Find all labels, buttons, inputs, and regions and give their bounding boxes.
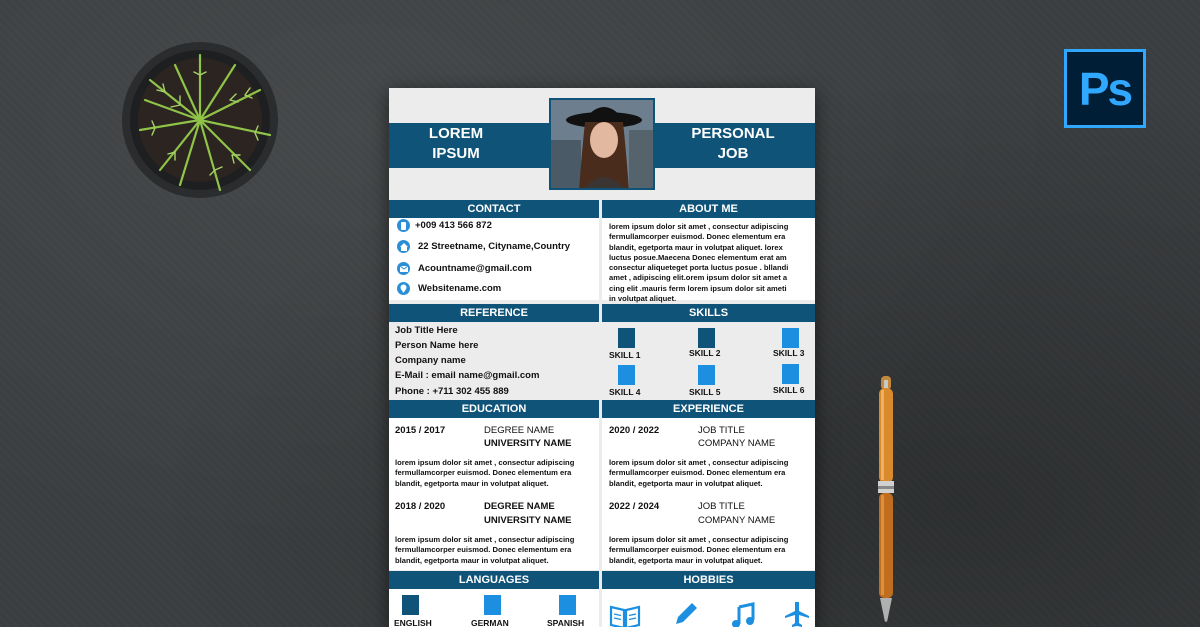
profile-photo: [549, 98, 655, 190]
skill-2-label: SKILL 2: [689, 348, 721, 358]
skill-4-marker: [618, 365, 635, 385]
skill-6-marker: [782, 364, 799, 384]
logo-text: Ps: [1078, 62, 1132, 115]
language-german-label: GERMAN: [471, 618, 509, 627]
edu-1-degree: DEGREE NAME: [484, 425, 555, 436]
skill-3-label: SKILL 3: [773, 348, 805, 358]
skill-1-label: SKILL 1: [609, 350, 641, 360]
experience-heading: EXPERIENCE: [602, 400, 815, 418]
name-line-2: IPSUM: [432, 145, 480, 162]
pen-image: [870, 376, 902, 626]
book-icon: [609, 604, 641, 627]
reference-company: Company name: [395, 355, 466, 366]
skill-4-label: SKILL 4: [609, 387, 641, 397]
contact-website: Websitename.com: [418, 283, 502, 294]
edu-1-school: UNIVERSITY NAME: [484, 438, 572, 449]
name-line-1: LOREM: [428, 125, 484, 142]
location-icon: [397, 282, 410, 295]
edu-1-years: 2015 / 2017: [395, 425, 446, 436]
reference-job: Job Title Here: [395, 325, 458, 336]
language-english-marker: [402, 595, 419, 615]
reference-heading: REFERENCE: [389, 304, 599, 322]
exp-2-years: 2022 / 2024: [609, 501, 660, 512]
skill-5-label: SKILL 5: [689, 387, 721, 397]
language-spanish-label: SPANISH: [547, 618, 585, 627]
job-title: [668, 124, 798, 164]
job-line-2: JOB: [717, 145, 749, 162]
about-heading: ABOUT ME: [602, 200, 815, 218]
reference-person: Person Name here: [395, 340, 479, 351]
language-spanish-marker: [559, 595, 576, 615]
pencil-icon: [672, 600, 700, 627]
potted-plant-image: [120, 40, 280, 200]
education-heading: EDUCATION: [389, 400, 599, 418]
email-icon: [397, 262, 410, 275]
language-german-marker: [484, 595, 501, 615]
name-title: [391, 124, 521, 164]
reference-email: E-Mail : email name@gmail.com: [395, 370, 540, 381]
skill-3-marker: [782, 328, 799, 348]
home-icon: [397, 240, 410, 253]
skill-5-marker: [698, 365, 715, 385]
hobbies-heading: HOBBIES: [602, 571, 815, 589]
language-english-label: ENGLISH: [394, 618, 432, 627]
airplane-icon: [783, 600, 811, 627]
contact-phone: +009 413 566 872: [415, 220, 492, 231]
skill-6-label: SKILL 6: [773, 385, 805, 395]
job-line-1: PERSONAL: [691, 125, 775, 142]
exp-2-title: JOB TITLE: [698, 501, 745, 512]
phone-icon: [397, 219, 410, 232]
about-text: lorem ipsum dolor sit amet , consectur adipiscing fermullamcorper euismod. Donec elementum era blandit, egetporta maur in volutpat aliquet. lorex luctus posue.Maecena Donec elementum erat am consectur aliqueteget porta luctus posue . bllandi amet , adipiscing elit.orem ipsum dolor sit amet a cing elit .mauris ferm lorem ipsum dolor sit ameti in volutpat aliquet.: [609, 222, 789, 304]
edu-2-school: UNIVERSITY NAME: [484, 515, 572, 526]
exp-1-years: 2020 / 2022: [609, 425, 660, 436]
edu-1-desc: lorem ipsum dolor sit amet , consectur adipiscing fermullamcorper euismod. Donec elementum era blandit, egetporta maur in volutpat aliquet.: [395, 458, 575, 488]
contact-email: Acountname@gmail.com: [418, 263, 532, 274]
music-note-icon: [731, 602, 757, 627]
exp-1-title: JOB TITLE: [698, 425, 745, 436]
reference-phone: Phone : +711 302 455 889: [395, 386, 509, 397]
edu-2-degree: DEGREE NAME: [484, 501, 555, 512]
skill-1-marker: [618, 328, 635, 348]
skills-heading: SKILLS: [602, 304, 815, 322]
resume-paper: [389, 88, 815, 627]
contact-heading: CONTACT: [389, 200, 599, 218]
languages-heading: LANGUAGES: [389, 571, 599, 589]
skill-2-marker: [698, 328, 715, 348]
edu-2-desc: lorem ipsum dolor sit amet , consectur adipiscing fermullamcorper euismod. Donec elementum era blandit, egetporta maur in volutpat aliquet.: [395, 535, 575, 565]
exp-1-company: COMPANY NAME: [698, 438, 776, 449]
exp-2-desc: lorem ipsum dolor sit amet , consectur adipiscing fermullamcorper euismod. Donec elementum era blandit, egetporta maur in volutpat aliquet.: [609, 535, 789, 565]
contact-address: 22 Streetname, Cityname,Country: [418, 241, 571, 252]
edu-2-years: 2018 / 2020: [395, 501, 446, 512]
photoshop-logo: [1064, 49, 1146, 128]
exp-1-desc: lorem ipsum dolor sit amet , consectur adipiscing fermullamcorper euismod. Donec elementum era blandit, egetporta maur in volutpat aliquet.: [609, 458, 789, 488]
exp-2-company: COMPANY NAME: [698, 515, 776, 526]
